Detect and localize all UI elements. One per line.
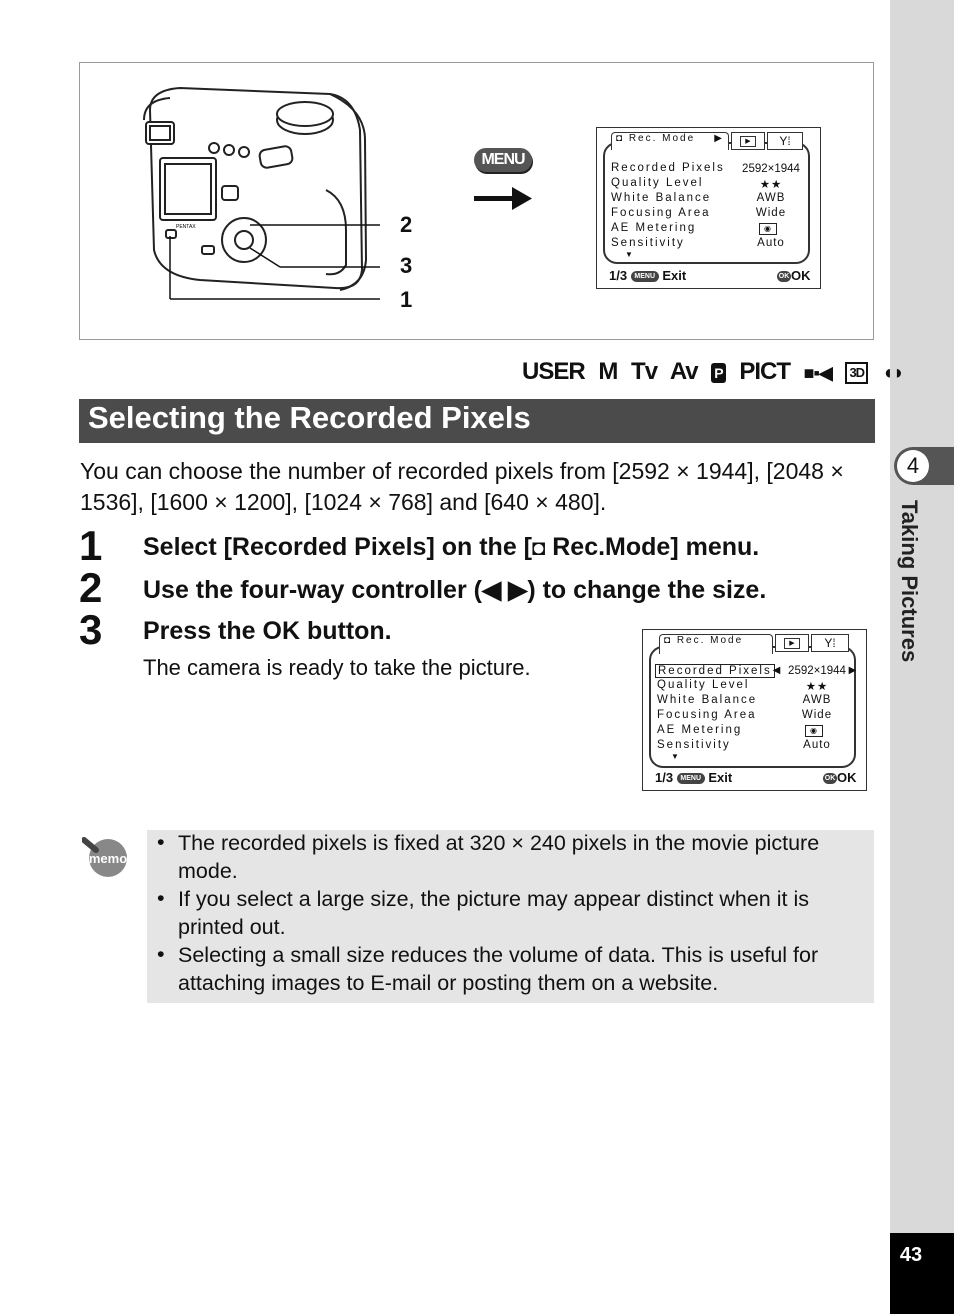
mode-icons — [522, 358, 912, 386]
lcd-row-value: ★★ — [759, 179, 783, 191]
lcd-footer-left: 1/3 MENU Exit — [609, 268, 687, 283]
step-1-text: Select [Recorded Pixels] on the [◘ Rec.Mode] menu. — [143, 533, 760, 561]
lcd-footer-right: OK OK — [824, 770, 857, 785]
page-number: 43 — [899, 1244, 923, 1266]
lcd-row-value: ★★ — [805, 681, 829, 693]
intro-paragraph: You can choose the number of recorded pixels from [2592 × 1944], [2048 × 1536], [1600 × 1200], [1024 × 768] and [640 × 480]. — [80, 458, 844, 515]
memo-item: Selecting a small size reduces the volume of data. This is useful for attaching images to E-mail or posting them on a website. — [178, 943, 819, 995]
play-icon: ▶ — [740, 136, 756, 147]
lcd-screen-selected — [642, 629, 867, 791]
callout-3: 3 — [400, 253, 413, 278]
tab-arrow-icon: ▶ — [714, 133, 724, 144]
metering-icon: ◉ — [805, 725, 823, 737]
playback-tab — [731, 132, 765, 150]
rec-mode-tab: ◘ Rec. Mode — [659, 634, 773, 654]
callout-2: 2 — [400, 212, 413, 237]
lcd-row-label: AE Metering — [611, 222, 697, 234]
memo-icon — [82, 836, 132, 878]
lcd-row-label: White Balance — [611, 192, 712, 204]
lcd-screen-menu — [596, 127, 821, 289]
bullet: • — [157, 942, 165, 966]
camera-icon: ◘ — [664, 635, 673, 646]
lcd-row-label-selected: Recorded Pixels — [655, 664, 775, 678]
ok-key-icon: OK — [824, 775, 836, 783]
callout-1: 1 — [400, 287, 413, 312]
mode-tv: Tv — [631, 358, 658, 385]
mode-pict: PICT — [739, 358, 790, 385]
setup-tab — [767, 132, 803, 150]
section-title: Selecting the Recorded Pixels — [88, 400, 531, 435]
scroll-down-icon: ▼ — [625, 250, 635, 259]
step-2-number: 2 — [79, 564, 103, 611]
mode-m: M — [598, 358, 618, 385]
menu-button-icon: MENU — [474, 148, 532, 172]
mode-av: Av — [669, 358, 698, 385]
menu-key-icon: MENU — [631, 271, 659, 282]
camera-brand: PENTAX — [176, 224, 196, 230]
ok-key-icon: OK — [778, 273, 790, 281]
memo-item: If you select a large size, the picture may appear distinct when it is printed out. — [178, 887, 809, 939]
lcd-row-value: Auto — [803, 739, 831, 751]
setup-tab — [811, 634, 849, 652]
lcd-row-label: Sensitivity — [611, 237, 685, 249]
panorama-icon: ◖◗ — [881, 362, 904, 384]
lcd-row-value: AWB — [756, 192, 786, 204]
mode-p: P — [711, 363, 725, 383]
lcd-row-label: Quality Level — [657, 679, 750, 691]
lcd-footer-left: 1/3 MENU Exit — [655, 770, 733, 785]
lcd-row-label: Sensitivity — [657, 739, 731, 751]
mode-3d: 3D — [845, 362, 868, 384]
lcd-row-value: Wide — [801, 709, 833, 721]
lcd-row-label: Recorded Pixels — [611, 162, 725, 174]
lcd-row-value: 2592×1944 — [788, 665, 846, 677]
lcd-row-label: AE Metering — [657, 724, 743, 736]
lcd-row-label: Focusing Area — [657, 709, 757, 721]
menu-key-icon: MENU — [677, 773, 705, 784]
camera-icon: ◘ — [616, 133, 625, 144]
lcd-row-label: White Balance — [657, 694, 758, 706]
svg-text:memo: memo — [88, 851, 128, 866]
lcd-row-value: Wide — [755, 207, 787, 219]
wrench-icon: Y⁞ — [779, 134, 791, 148]
lcd-row-value: AWB — [802, 694, 832, 706]
camera-icon: ◘ — [532, 535, 546, 560]
step-3-text: Press the OK button. — [143, 617, 392, 645]
lcd-row-value: 2592×1944 — [742, 163, 800, 175]
bullet: • — [157, 886, 165, 910]
right-arrow-icon — [474, 186, 534, 212]
mode-user: USER — [522, 358, 585, 385]
right-arrow-icon: ▶ — [848, 665, 858, 676]
step-3-subtext: The camera is ready to take the picture. — [143, 655, 531, 680]
step-1-number: 1 — [79, 522, 103, 569]
memo-item: The recorded pixels is fixed at 320 × 240 pixels in the movie picture mode. — [178, 831, 820, 883]
lcd-footer-right: OK OK — [778, 268, 811, 283]
camera-illustration — [140, 80, 380, 310]
rec-mode-tab: ◘ Rec. Mode ▶ — [611, 132, 729, 150]
playback-tab — [775, 634, 809, 652]
play-icon: ▶ — [784, 638, 800, 649]
wrench-icon: Y⁞ — [824, 636, 836, 650]
movie-icon: ■▪◀ — [803, 363, 832, 383]
step-2-text: Use the four-way controller (◀ ▶) to change the size. — [143, 576, 767, 604]
metering-icon: ◉ — [759, 223, 777, 235]
lcd-row-label: Quality Level — [611, 177, 704, 189]
chapter-title: Taking Pictures — [897, 500, 922, 663]
left-arrow-icon: ◀ — [772, 665, 782, 676]
chapter-number: 4 — [897, 450, 929, 482]
lcd-row-value: Auto — [757, 237, 785, 249]
scroll-down-icon: ▼ — [671, 752, 681, 761]
bullet: • — [157, 830, 165, 854]
lcd-row-label: Focusing Area — [611, 207, 711, 219]
step-3-number: 3 — [79, 606, 103, 653]
